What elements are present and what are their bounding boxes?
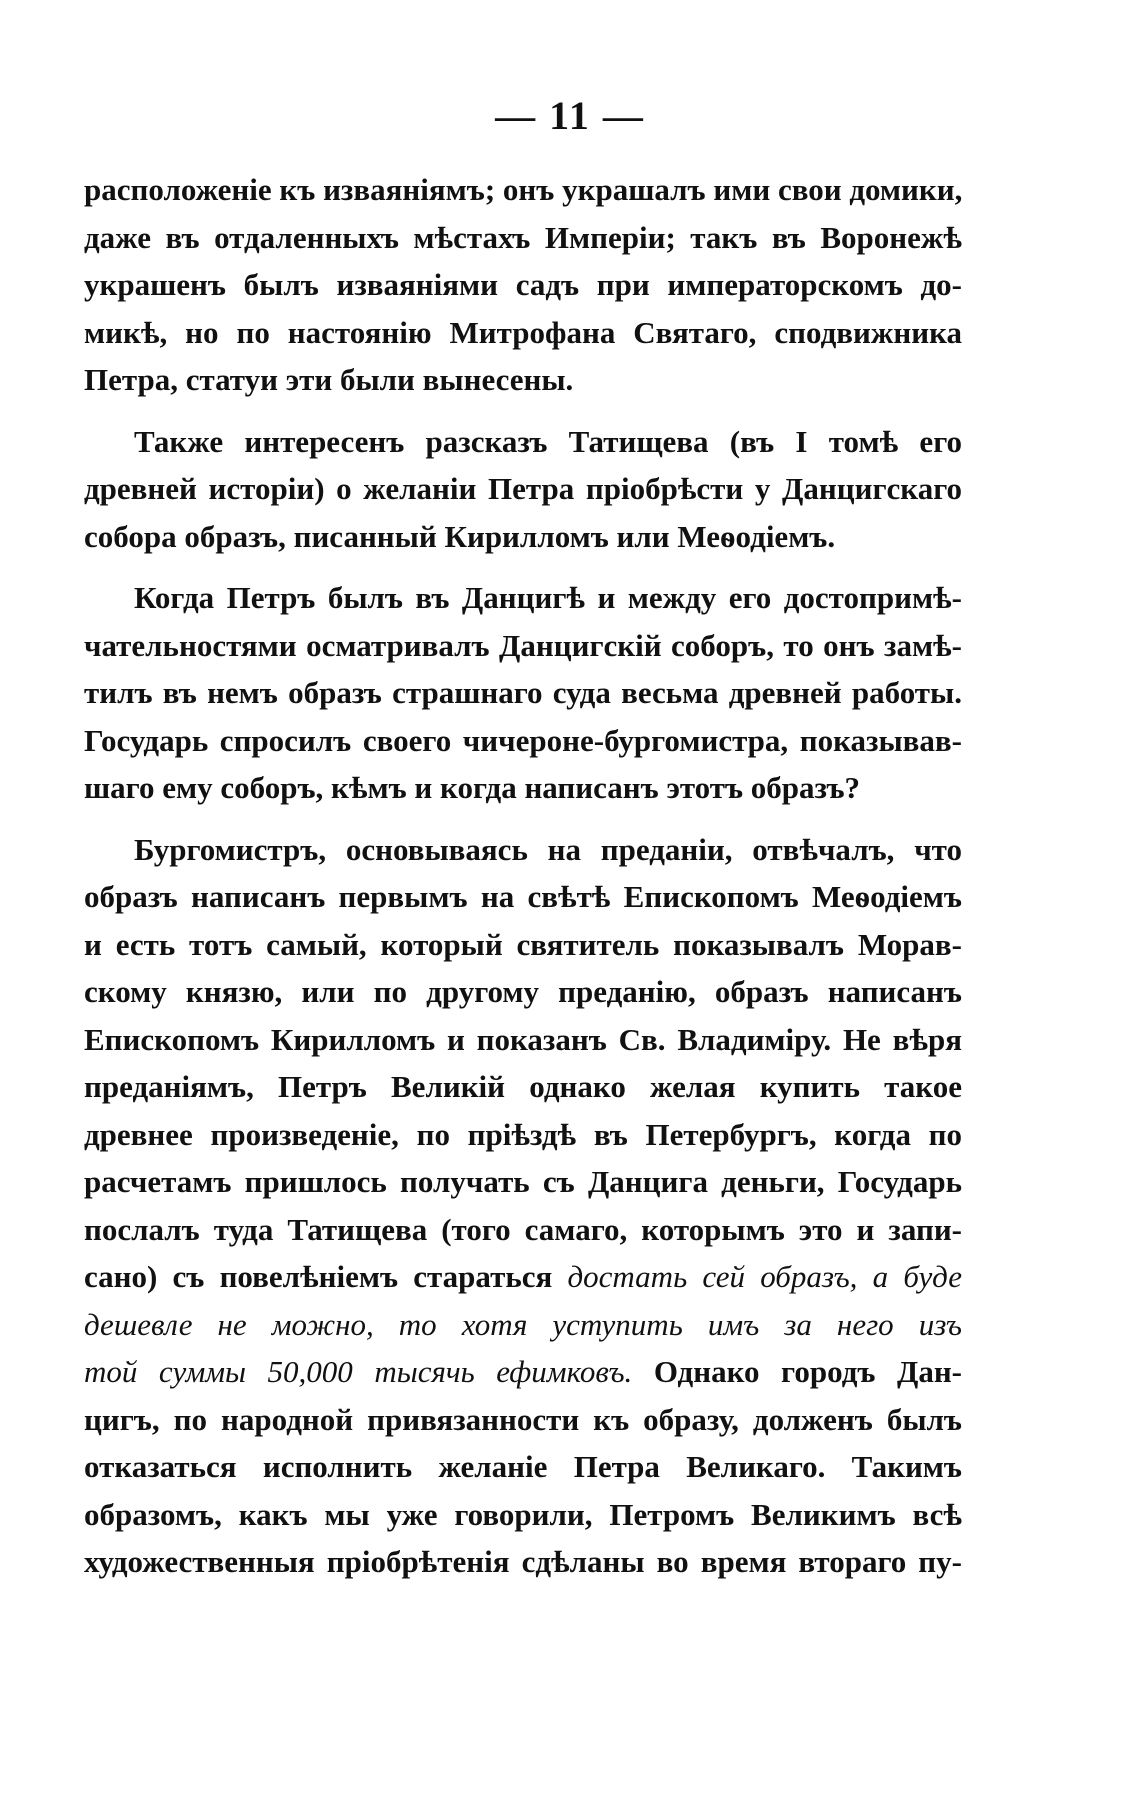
body-text [84, 166, 962, 1600]
text-line: чательностями осматривалъ Данцигскій соборъ, то онъ замѣ- [84, 627, 962, 663]
text-line: образъ написанъ первымъ на свѣтѣ Епископомъ Меѳодіемъ [84, 879, 962, 914]
text-line: собора образъ, писанный Кирилломъ или Меѳодіемъ. [84, 518, 836, 554]
text-line: Бургомистръ, основываясь на преданіи, отвѣчалъ, что [134, 831, 962, 867]
text-line: Когда Петръ былъ въ Данцигѣ и между его достопримѣ- [134, 580, 962, 615]
text-line: украшенъ былъ изваяніями садъ при императорскомъ до- [84, 267, 962, 302]
text-line: даже въ отдаленныхъ мѣстахъ Имперіи; такъ въ Воронежѣ [84, 219, 962, 255]
page-number: — 11 — [495, 93, 645, 138]
text-line: преданіямъ, Петръ Великій однако желая купить такое [84, 1069, 962, 1104]
text-line: расчетамъ пришлось получать съ Данцига деньги, Государь [84, 1164, 962, 1199]
text-line: и есть тотъ самый, который святитель показывалъ Морав- [84, 926, 962, 962]
text-line: древней исторіи) о желаніи Петра пріобрѣсти у Данцигскаго [84, 471, 962, 506]
text-line: Петра, статуи эти были вынесены. [84, 362, 574, 397]
text-line: цигъ, по народной привязанности къ образу, долженъ былъ [84, 1401, 962, 1437]
text-line: скому князю, или по другому преданію, образъ написанъ [84, 974, 962, 1009]
italic-quote-line: дешевле не можно, то хотя уступить имъ за него изъ [84, 1306, 962, 1342]
text-run: сано) съ повелѣніемъ стараться [84, 1259, 553, 1294]
paragraph-4 [84, 826, 962, 1586]
text-line: шаго ему соборъ, кѣмъ и когда написанъ этотъ образъ? [84, 770, 861, 805]
paragraph-3 [84, 574, 962, 812]
text-line: Государь спросилъ своего чичероне-бургомистра, показывав- [84, 722, 962, 758]
text-line: тилъ въ немъ образъ страшнаго суда весьма древней работы. [84, 675, 962, 710]
text-line: Епископомъ Кирилломъ и показанъ Св. Владиміру. Не вѣря [84, 1021, 962, 1057]
text-line: послалъ туда Татищева (того самаго, которымъ это и запи- [84, 1211, 962, 1247]
text-line: микѣ, но по настоянію Митрофана Святаго, сподвижника [84, 314, 962, 350]
text-run: Однако городъ Дан- [653, 1354, 963, 1389]
text-line: Также интересенъ разсказъ Татищева (въ I томѣ его [134, 423, 962, 459]
text-line: расположеніе къ изваяніямъ; онъ украшалъ ими свои домики, [84, 172, 963, 207]
paragraph-1 [84, 166, 962, 404]
italic-quote: той суммы 50,000 тысячь ефимковъ. [84, 1354, 633, 1389]
text-line: художественныя пріобрѣтенія сдѣланы во время втораго пу- [84, 1544, 962, 1579]
paragraph-2 [84, 418, 962, 561]
text-line: древнее произведеніе, по пріѣздѣ въ Петербургъ, когда по [84, 1116, 962, 1152]
italic-quote: достать сей образъ, а буде [567, 1259, 962, 1294]
text-line-mixed [84, 1253, 962, 1301]
text-line: образомъ, какъ мы уже говорили, Петромъ Великимъ всѣ [84, 1496, 962, 1532]
text-line-mixed [84, 1348, 962, 1396]
text-line: отказаться исполнить желаніе Петра Великаго. Такимъ [84, 1449, 962, 1484]
